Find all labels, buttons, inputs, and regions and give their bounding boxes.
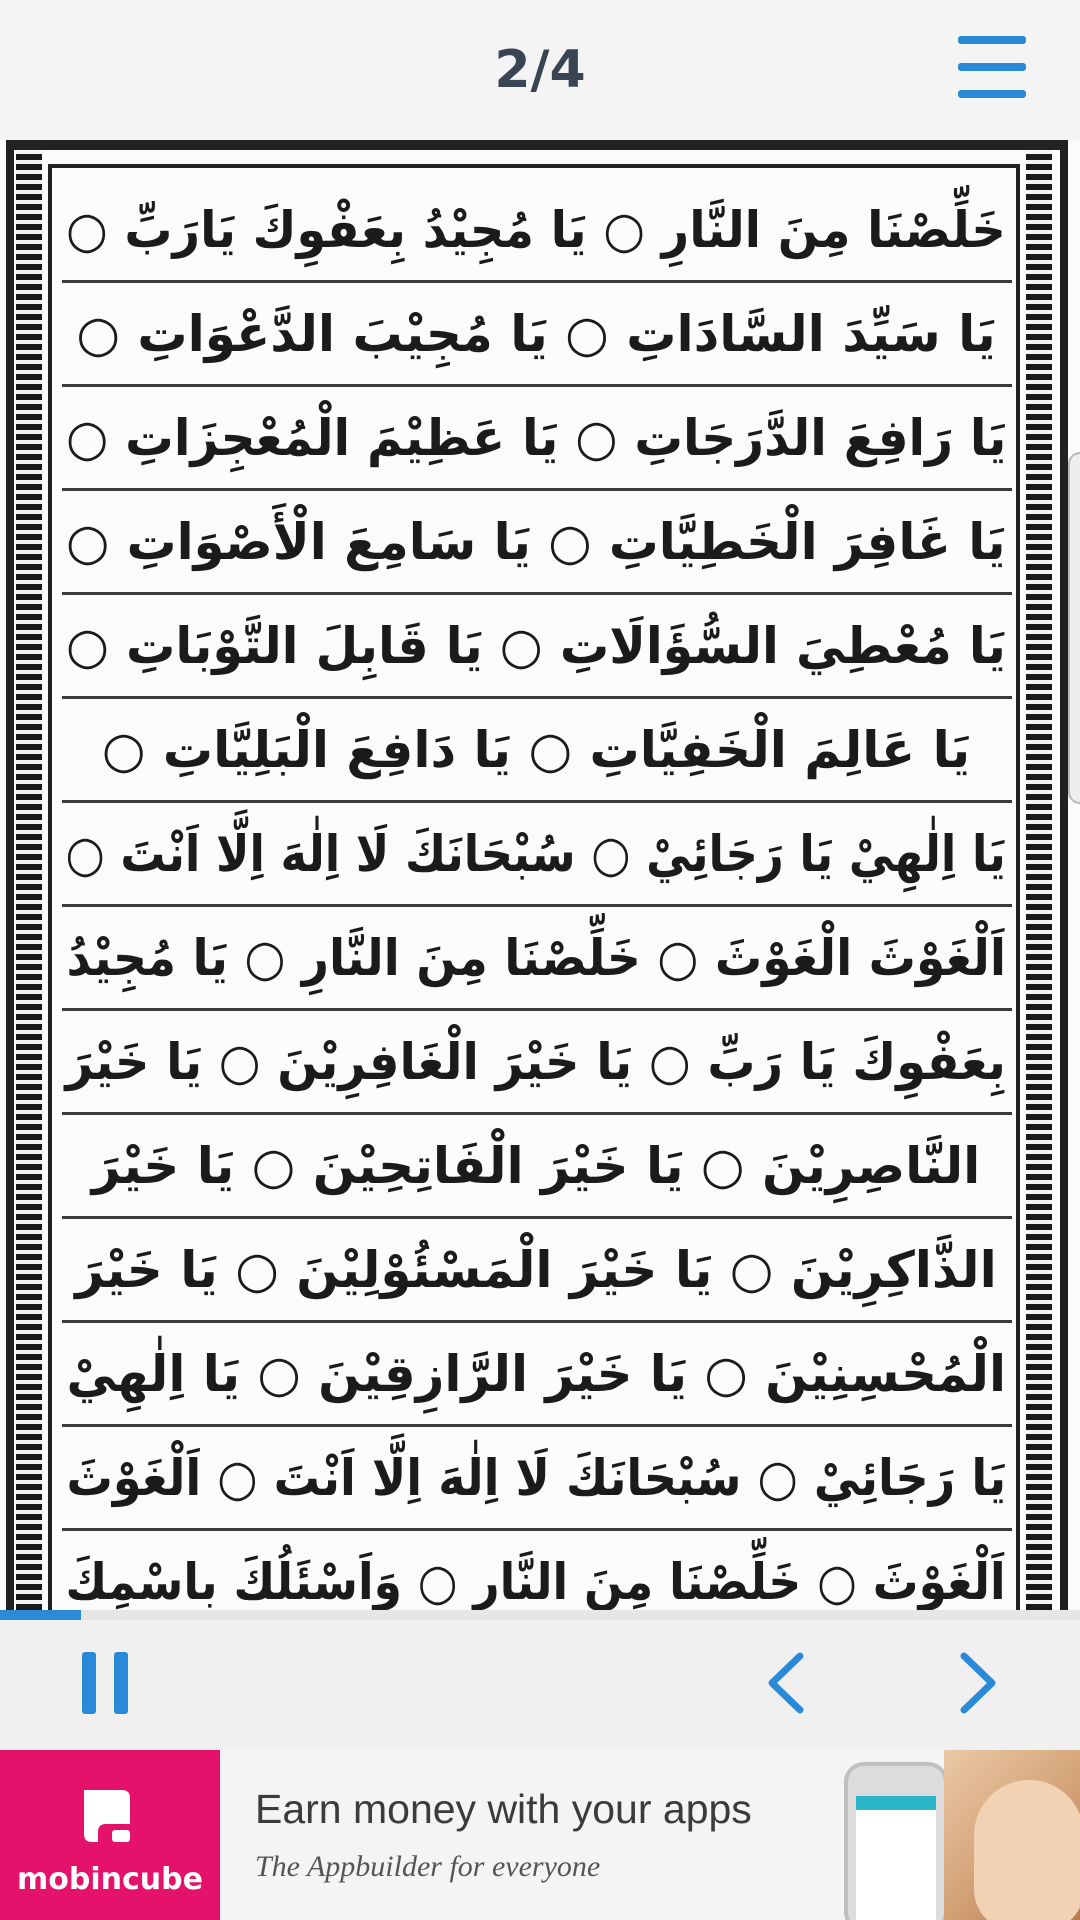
page-text-line — [56, 1010, 1016, 1114]
mobincube-logo-icon — [78, 1784, 142, 1848]
arabic-text: يَا مُعْطِيَ السُّؤَالَاتِ ○ يَا قَابِلَ التَّوْبَاتِ ○ — [66, 617, 1006, 675]
arabic-text: الذَّاكِرِيْنَ ○ يَا خَيْرَ الْمَسْئُوْلِيْنَ ○ يَا خَيْرَ — [75, 1241, 997, 1299]
hamburger-menu-icon[interactable] — [958, 36, 1026, 98]
page-text-line — [56, 282, 1016, 386]
page-indicator: 2/4 — [494, 40, 586, 100]
ad-headline: Earn money with your apps — [255, 1786, 752, 1832]
arabic-text: بِعَفْوِكَ يَا رَبِّ ○ يَا خَيْرَ الْغَافِرِيْنَ ○ يَا خَيْرَ — [65, 1033, 1007, 1091]
arabic-text: اَلْغَوْثَ ○ خَلِّصْنَا مِنَ النَّارِ ○ وَاَسْئَلُكَ بِاسْمِكَ — [65, 1553, 1007, 1610]
progress-bar[interactable] — [0, 1610, 1080, 1620]
page-text-line — [56, 1218, 1016, 1322]
arabic-text: اَلْغَوْثَ الْغَوْثَ ○ خَلِّصْنَا مِنَ النَّارِ ○ يَا مُجِيْدُ — [66, 929, 1006, 987]
page-text-line — [56, 178, 1016, 282]
page-text-line — [56, 1114, 1016, 1218]
arabic-text: يَا رَافِعَ الدَّرَجَاتِ ○ يَا عَظِيْمَ الْمُعْجِزَاتِ ○ — [65, 409, 1007, 467]
page-text-line — [56, 802, 1016, 906]
page-text-line — [56, 386, 1016, 490]
top-bar — [0, 0, 1080, 140]
ad-brand: mobincube — [17, 1862, 203, 1897]
arabic-text: يَا رَجَائِيْ ○ سُبْحَانَكَ لَا اِلٰهَ اِلَّا اَنْتَ ○ اَلْغَوْثَ — [66, 1449, 1006, 1507]
side-panel-handle[interactable] — [1068, 452, 1080, 804]
page-text-line — [56, 594, 1016, 698]
arabic-text: يَا اِلٰهِيْ يَا رَجَائِيْ ○ سُبْحَانَكَ لَا اِلٰهَ اِلَّا اَنْتَ ○ — [65, 825, 1007, 883]
arabic-text: يَا عَالِمَ الْخَفِيَّاتِ ○ يَا دَافِعَ الْبَلِيَّاتِ ○ — [101, 721, 971, 779]
progress-fill — [0, 1610, 81, 1620]
page-text-line — [56, 1426, 1016, 1530]
chevron-left-icon[interactable] — [762, 1650, 812, 1716]
arabic-text: الْمُحْسِنِيْنَ ○ يَا خَيْرَ الرَّازِقِيْنَ ○ يَا اِلٰهِيْ — [66, 1345, 1006, 1403]
arabic-text: يَا غَافِرَ الْخَطِيَّاتِ ○ يَا سَامِعَ الْأَصْوَاتِ ○ — [66, 513, 1006, 571]
page-text-line — [56, 698, 1016, 802]
page-text-line — [56, 1322, 1016, 1426]
ad-banner[interactable] — [0, 1750, 1080, 1920]
ad-photo — [944, 1750, 1080, 1920]
arabic-text: يَا سَيِّدَ السَّادَاتِ ○ يَا مُجِيْبَ الدَّعْوَاتِ ○ — [76, 305, 996, 363]
pause-icon[interactable] — [80, 1652, 130, 1714]
page-text-line — [56, 1530, 1016, 1610]
page-image-viewer[interactable] — [0, 140, 1080, 1610]
arabic-text: النَّاصِرِيْنَ ○ يَا خَيْرَ الْفَاتِحِيْنَ ○ يَا خَيْرَ — [91, 1137, 981, 1195]
page-text-line — [56, 906, 1016, 1010]
page-border-right — [1026, 150, 1052, 1610]
page-text-line — [56, 490, 1016, 594]
ad-phone-image — [844, 1762, 948, 1920]
ad-subline: The Appbuilder for everyone — [255, 1850, 601, 1883]
page-border-left — [16, 150, 42, 1610]
chevron-right-icon[interactable] — [952, 1650, 1002, 1716]
player-controls — [0, 1620, 1080, 1750]
arabic-text: خَلِّصْنَا مِنَ النَّارِ ○ يَا مُجِيْدُ بِعَفْوِكَ يَارَبِّ ○ — [66, 201, 1006, 259]
ad-logo — [0, 1750, 220, 1920]
